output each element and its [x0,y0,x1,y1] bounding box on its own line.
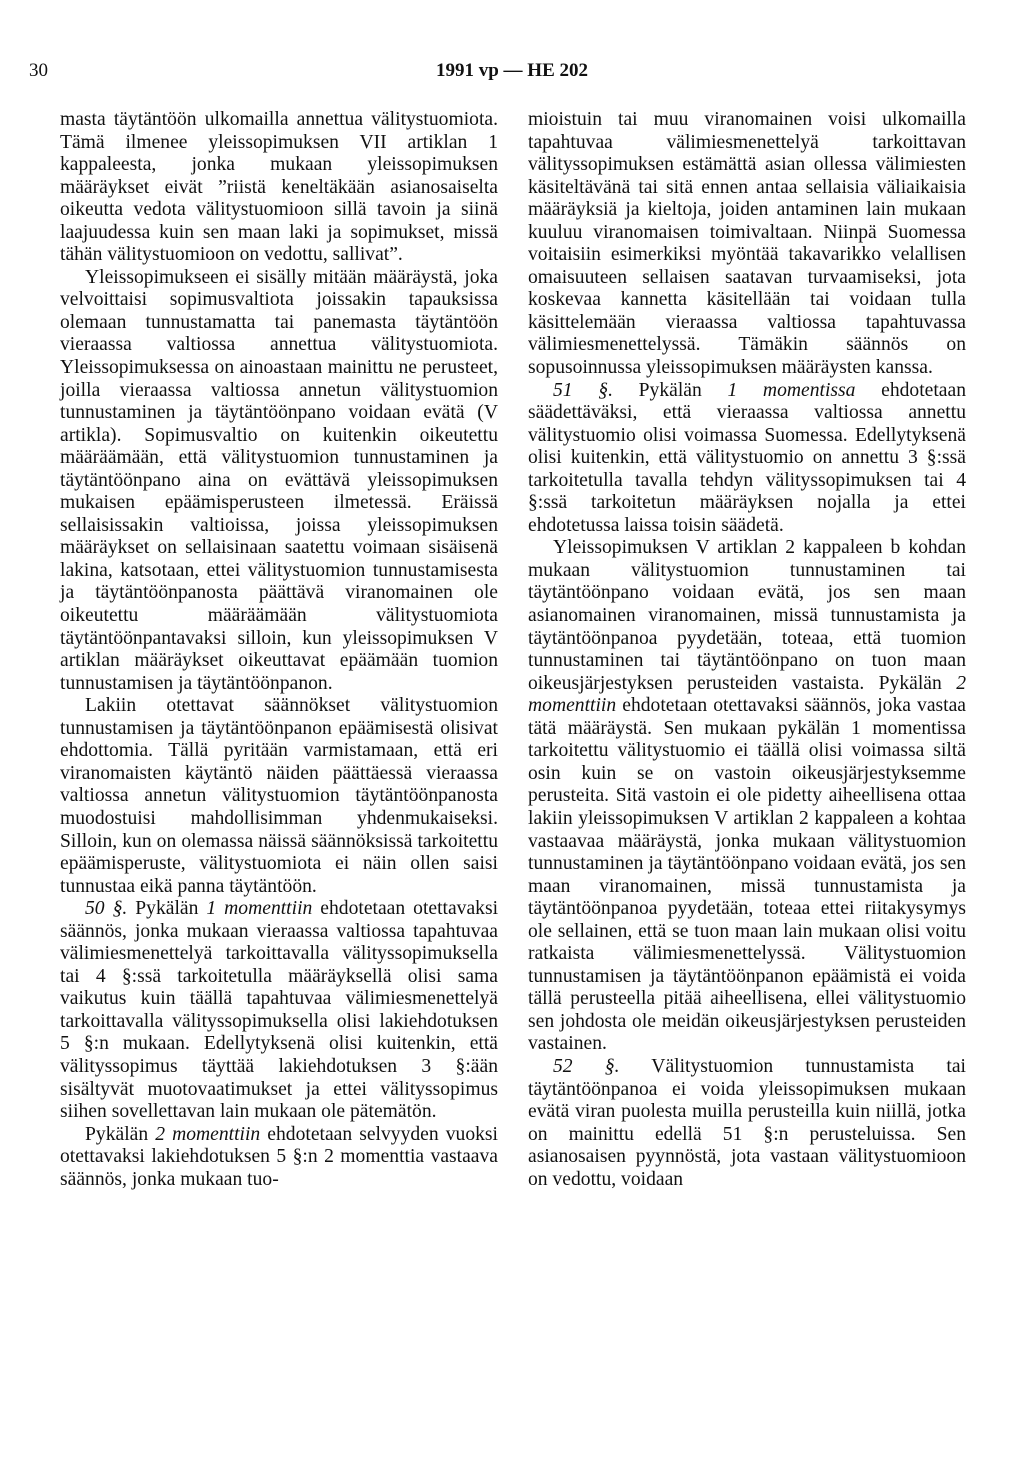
paragraph: masta täytäntöön ulkomailla annettua välitystuomiota. Tämä ilmenee yleissopimuksen VII artiklan 1 kappaleesta, jonka mukaan yleissopimuksen määräykset eivät ”riistä keneltäkään asianosaiselta oikeutta vedota välitystuomioon sillä tavoin ja siinä laajuudessa kuin sen maan laki ja sopimukset, missä tähän välitystuomioon on vedottu, sallivat”. [60,109,498,266]
left-column [60,109,498,1191]
paragraph [528,1056,966,1191]
paragraph-text: ehdotetaan otettavaksi säännös, joka vastaa tätä määräystä. Sen mukaan pykälän 1 momentissa tarkoitettu välitystuomio ei täällä olisi voimassa siltä osin kuin se on vastoin oikeusjärjestyksemme perusteita. Sitä vastoin ei ole pidetty aiheellisena ottaa lakiin yleissopimuksen V artiklan 2 kappaleen a kohtaa vastaavaa määräystä, jonka mukaan välitystuomion tunnustaminen ja täytäntöönpano voidaan evätä, jos sen maan viranomainen, missä tunnustamista ja täytäntöönpanoa pyydetään, toteaa ettei riitakysymys ole sellainen, että se tuon maan lain mukaan olisi voitu ratkaista välimiesmenettelyssä. Välitystuomion tunnustamisen ja täytäntöönpanon epäämistä ei voida tällä perusteella pitää aiheellisena, ellei välitystuomio sen johdosta ole meidän oikeusjärjestyksen perusteiden vastainen. [528,695,966,1055]
paragraph: Lakiin otettavat säännökset välitystuomion tunnustamisen ja täytäntöönpanon epäämisestä olisivat ehdottomia. Tällä pyritään varmistamaan, että eri viranomaisten käytäntö näiden päättäessä vieraassa valtiossa annetun välitystuomion täytäntöönpanosta muodostuisi mahdollisimman yhdenmukaiseksi. Silloin, kun on olemassa näissä säännöksissä tarkoitettu epäämisperuste, välitystuomiota ei näin ollen saisi tunnustaa eikä panna täytäntöön. [60,695,498,897]
right-column [528,109,966,1191]
paragraph-text: Yleissopimuksen V artiklan 2 kappaleen b kohdan mukaan välitystuomion tunnustaminen tai täytäntöönpano voidaan evätä, jos sen maan asianomainen viranomainen, missä tunnustamista ja täytäntöönpanoa pyydetään, toteaa, että tuomion tunnustaminen tai täytäntöönpano on tuon maan oikeusjärjestyksen perusteiden vastaista. Pykälän [528,537,966,694]
paragraph-text: Pykälän [127,898,207,920]
italic-term: 2 momenttiin [528,672,966,717]
paragraph-text: Pykälän [612,379,728,401]
paragraph [60,1124,498,1192]
paragraph-text: ehdotetaan otettavaksi säännös, jonka mukaan vieraassa valtiossa tapahtuvaa välimiesmenettelyä tarkoittavalla välityssopimuksella tai 4 §:ssä tarkoitetulla määräyksellä olisi sama vaikutus kuin täällä tapahtuvaa välimiesmenettelyä tarkoittavalla välityssopimuksella olisi lakiehdotuksen 5 §:n mukaan. Edellytyksenä olisi kuitenkin, että välityssopimus täyttää lakiehdotuksen 3 §:ään sisältyvät muotovaatimukset ja ettei välityssopimus siihen sovellettavan lain mukaan ole pätemätön. [60,898,499,1123]
paragraph: Yleissopimukseen ei sisälly mitään määräystä, joka velvoittaisi sopimusvaltiota joissakin tapauksissa olemaan tunnustamatta tai panemasta täytäntöön vieraassa valtiossa annettua välitystuomiota. Yleissopimuksessa on ainoastaan mainittu ne perusteet, joilla vieraassa valtiossa annetun välitystuomion tunnustaminen ja täytäntöönpano voidaan evätä (V artikla). Sopimusvaltio on kuitenkin oikeutettu määräämään, että välitystuomion tunnustaminen ja täytäntöönpano aina on evättävä yleissopimuksen mukaisen epäämisperusteen ilmetessä. Eräissä sellaisissakin valtioissa, joissa yleissopimuksen määräykset on sellaisinaan saatettu voimaan sisäisenä lakina, katsotaan, ettei välitystuomion tunnustamisesta ja täytäntöönpanosta päättävä viranomainen ole oikeutettu määräämään välitystuomiota täytäntöönpantavaksi silloin, kun yleissopimuksen V artiklan määräykset oikeuttavat epäämään tuomion tunnustamisen ja täytäntöönpanon. [60,266,498,694]
italic-term: 1 momentissa [727,379,856,401]
paragraph [528,537,966,1056]
section-reference: 51 §. [553,379,613,401]
paragraph: mioistuin tai muu viranomainen voisi ulkomailla tapahtuvaa välimiesmenettelyä tarkoittavan välityssopimuksen estämättä asian ollessa välimiesten käsiteltävänä tai sitä ennen antaa sellaisia väliaikaisia määräyksiä ja kieltoja, joiden antaminen lain mukaan kuuluu viranomaisen toimivaltaan. Niinpä Suomessa voitaisiin esimerkiksi myöntää takavarikko velallisen omaisuuteen sellaisen saatavan turvaamiseksi, jota koskevaa kannetta käsitellään tai voidaan tulla käsittelemään vieraassa valtiossa tapahtuvassa välimiesmenettelyssä. Tämäkin säännös on sopusoinnussa yleissopimuksen määräysten kanssa. [528,109,966,379]
paragraph-text: Välitystuomion tunnustamista tai täytäntöönpanoa ei voida yleissopimuksen mukaan evätä viran puolesta muilla perusteilla kuin niillä, jotka on mainittu edellä 51 §:n perusteluissa. Sen asianosaisen pyynnöstä, jota vastaan välitystuomioon on vedottu, voidaan [528,1055,966,1190]
page-number: 30 [29,60,48,81]
paragraph-text: Pykälän [85,1123,156,1145]
paragraph [60,898,498,1123]
paragraph-text: ehdotetaan selvyyden vuoksi otettavaksi lakiehdotuksen 5 §:n 2 momenttia vastaava säännös, jonka mukaan tuo- [60,1123,499,1190]
italic-term: 2 momenttiin [155,1123,261,1145]
section-reference: 50 §. [85,898,128,920]
page-title: 1991 vp — HE 202 [435,60,589,81]
italic-term: 1 momenttiin [206,898,313,920]
section-reference: 52 §. [553,1055,620,1077]
paragraph-text: ehdotetaan säädettäväksi, että vieraassa valtiossa annettu välitystuomio olisi voimassa Suomessa. Edellytyksenä olisi kuitenkin, että välitystuomio on annettu 3 §:ssä tarkoitetulla tavalla tehdyn välityssopimuksen tai 4 §:ssä tarkoitetun määräyksen nojalla ja ettei ehdotetussa laissa toisin säädetä. [528,379,966,536]
paragraph [528,380,966,538]
